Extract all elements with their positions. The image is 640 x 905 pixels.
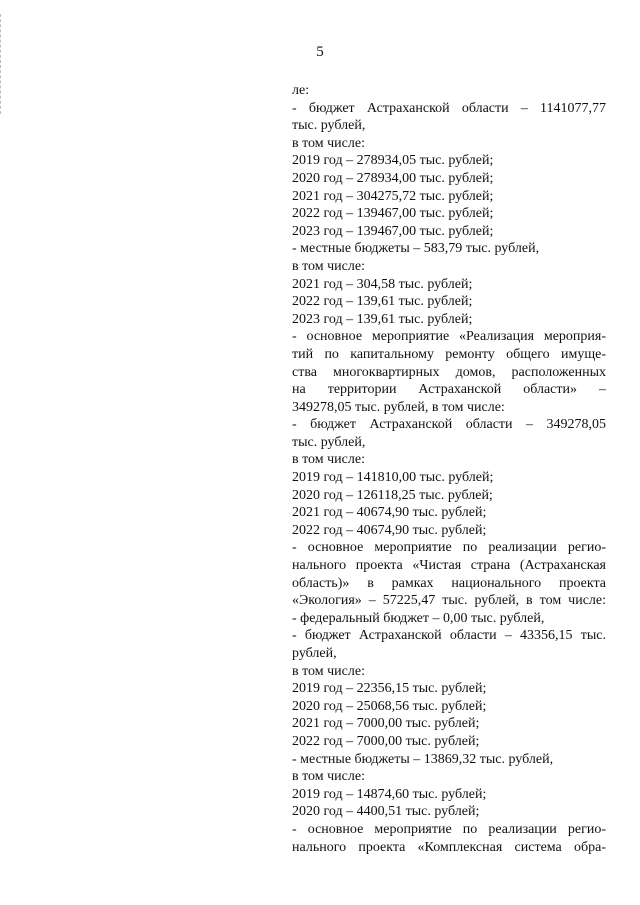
text-line: 2023 год – 139,61 тыс. рублей; [292, 311, 473, 327]
text-line: 2021 год – 304275,72 тыс. рублей; [292, 188, 494, 204]
text-line: «Экология» – 57225,47 тыс. рублей, в том числе: [292, 593, 606, 609]
text-line: 2022 год – 7000,00 тыс. рублей; [292, 733, 480, 749]
text-line: 2019 год – 278934,05 тыс. рублей; [292, 153, 494, 169]
text-line: 2020 год – 126118,25 тыс. рублей; [292, 487, 493, 503]
text-line: 2021 год – 304,58 тыс. рублей; [292, 276, 473, 292]
text-line: 2021 год – 40674,90 тыс. рублей; [292, 505, 487, 521]
text-line: в том числе: [292, 258, 365, 274]
text-line: 2022 год – 40674,90 тыс. рублей; [292, 522, 487, 538]
text-line: тыс. рублей, [292, 118, 366, 134]
text-line: на территории Астраханской области» – [292, 382, 606, 398]
text-line: - основное мероприятие по реализации регио- [292, 821, 606, 837]
text-line: тыс. рублей, [292, 434, 366, 450]
text-line: - федеральный бюджет – 0,00 тыс. рублей, [292, 610, 545, 626]
text-line: в том числе: [292, 663, 365, 679]
page-number: 5 [316, 44, 324, 60]
text-line: 2020 год – 25068,56 тыс. рублей; [292, 698, 487, 714]
text-line: в том числе: [292, 769, 365, 785]
text-line: 2022 год – 139467,00 тыс. рублей; [292, 206, 494, 222]
text-line: ле: [292, 83, 310, 98]
text-line: 2021 год – 7000,00 тыс. рублей; [292, 716, 480, 732]
text-line: - местные бюджеты – 583,79 тыс. рублей, [292, 241, 540, 257]
text-line: - основное мероприятие по реализации регио- [292, 540, 606, 556]
text-line: тий по капитальному ремонту общего имуще- [292, 346, 606, 362]
text-line: в том числе: [292, 135, 365, 151]
text-line: 2020 год – 4400,51 тыс. рублей; [292, 804, 480, 820]
text-line: ства многоквартирных домов, расположенных [292, 364, 606, 380]
text-line: рублей, [292, 646, 337, 661]
text-line: 2019 год – 141810,00 тыс. рублей; [292, 470, 494, 486]
text-line: 2023 год – 139467,00 тыс. рублей; [292, 223, 494, 239]
document-body [292, 82, 606, 856]
text-line: в том числе: [292, 452, 365, 468]
text-line: 2022 год – 139,61 тыс. рублей; [292, 294, 473, 310]
text-line: 349278,05 тыс. рублей, в том числе: [292, 399, 505, 415]
text-line: 2020 год – 278934,00 тыс. рублей; [292, 170, 494, 186]
text-line: - бюджет Астраханской области – 349278,05 [292, 417, 606, 433]
text-line: - бюджет Астраханской области – 43356,15 тыс. [292, 628, 606, 644]
text-line: - местные бюджеты – 13869,32 тыс. рублей, [292, 751, 554, 767]
text-line: 2019 год – 14874,60 тыс. рублей; [292, 786, 487, 802]
text-line: область)» в рамках национального проекта [292, 575, 606, 591]
text-line: - бюджет Астраханской области – 1141077,77 [292, 100, 606, 116]
text-line: - основное мероприятие «Реализация мероприя- [292, 329, 606, 345]
text-line: 2019 год – 22356,15 тыс. рублей; [292, 681, 487, 697]
text-line: нального проекта «Комплексная система обра- [292, 839, 606, 855]
margin-scan-marks [0, 14, 4, 114]
text-line: нального проекта «Чистая страна (Астраханская [292, 558, 606, 574]
